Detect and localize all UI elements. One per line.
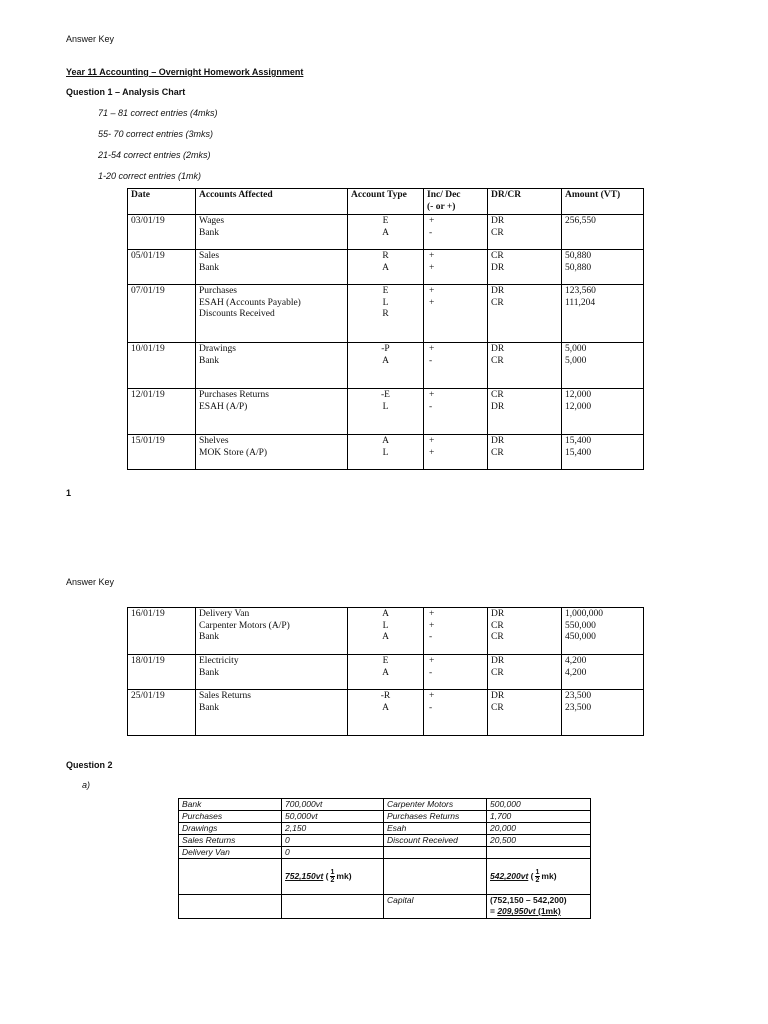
type-cell-line: A [382,667,389,678]
incdec-cell-line: + [429,609,435,619]
chart-row [128,250,644,285]
drcr-cell-line: CR [491,667,504,678]
analysis-chart-table [127,188,644,470]
debit-account: Delivery Van [179,847,282,859]
incdec-cell [424,389,488,435]
accounts-cell [196,435,348,470]
drcr-cell-line: DR [491,216,505,226]
amount-cell-line: 50,880 [565,251,592,261]
accounts-cell-line: Bank [199,355,220,366]
incdec-cell [424,285,488,343]
drcr-cell-line: DR [491,262,505,273]
credit-account: Esah [384,823,487,835]
analysis-chart-table-continued [127,607,644,736]
type-cell-line: A [382,609,389,619]
date-cell: 16/01/19 [128,608,196,655]
accounts-cell-line: ESAH (A/P) [199,401,248,412]
debit-amount: 50,000vt [282,811,384,823]
drcr-cell-line: CR [491,390,504,400]
chart-row [128,215,644,250]
incdec-cell-line: - [429,227,433,238]
date-cell: 07/01/19 [128,285,196,343]
incdec-cell-line: + [429,691,435,701]
drcr-cell-line: CR [491,447,504,458]
type-cell-line: A [382,702,389,713]
credit-account: Discount Received [384,835,487,847]
type-cell-line: -E [381,390,390,400]
type-cell [348,655,424,690]
amount-cell-line: 450,000 [565,632,596,642]
drcr-cell-line: CR [491,227,504,238]
debit-amount: 0 [282,847,384,859]
type-cell-line: R [382,251,389,261]
col-header-amount: Amount (VT) [562,189,644,215]
incdec-cell-line: + [429,297,435,308]
drcr-cell [488,655,562,690]
amount-cell [562,285,644,343]
type-cell-line: A [382,262,389,273]
drcr-cell [488,215,562,250]
col-header-incdec: Inc/ Dec (- or +) [424,189,488,215]
accounts-cell-line: Bank [199,667,220,678]
drcr-cell [488,343,562,389]
incdec-cell-line: + [429,447,435,458]
debit-account: Bank [179,799,282,811]
type-cell-line: A [382,436,389,446]
incdec-cell-line: - [429,632,433,642]
type-cell [348,285,424,343]
credit-amount: 500,000 [487,799,591,811]
type-cell [348,690,424,736]
amount-cell-line: 23,500 [565,691,592,701]
amount-cell [562,343,644,389]
accounts-cell-line: Bank [199,702,220,713]
accounts-cell-line: Sales Returns [199,691,251,701]
empty-cell [282,895,384,919]
drcr-cell-line: DR [491,691,505,701]
incdec-cell-line: - [429,355,433,366]
accounts-cell-line: Electricity [199,656,239,666]
date-cell: 12/01/19 [128,389,196,435]
drcr-cell [488,285,562,343]
type-cell-line: L [382,297,389,308]
drcr-cell-line: CR [491,297,504,308]
col-header-date: Date [128,189,196,215]
type-cell-line: L [382,401,389,412]
trial-balance-row [179,799,591,811]
criteria-item: 55- 70 correct entries (3mks) [98,129,214,139]
empty-cell [179,895,282,919]
amount-cell-line: 256,550 [565,216,596,226]
incdec-cell [424,690,488,736]
drcr-cell-line: CR [491,355,504,366]
accounts-cell-line: ESAH (Accounts Payable) [199,297,301,308]
amount-cell-line: 15,400 [565,436,592,446]
amount-cell-line: 4,200 [565,667,587,678]
document-title: Year 11 Accounting – Overnight Homework Assignment [66,67,304,77]
debit-account: Purchases [179,811,282,823]
question-2-title: Question 2 [66,760,113,770]
drcr-cell [488,389,562,435]
type-cell-line: E [382,286,389,296]
accounts-cell-line: Bank [199,632,220,642]
amount-cell-line: 5,000 [565,344,587,354]
type-cell-line: E [382,216,389,226]
amount-cell [562,389,644,435]
question-1-title: Question 1 – Analysis Chart [66,87,186,97]
chart-row [128,690,644,736]
debit-amount: 2,150 [282,823,384,835]
amount-cell [562,215,644,250]
trial-balance-row [179,847,591,859]
incdec-cell-line: + [429,344,435,354]
chart-row [128,435,644,470]
chart-row [128,655,644,690]
drcr-cell-line: CR [491,702,504,713]
accounts-cell-line: Drawings [199,344,236,354]
incdec-cell-line: + [429,656,435,666]
accounts-cell [196,343,348,389]
date-cell: 05/01/19 [128,250,196,285]
incdec-cell [424,215,488,250]
credit-amount: 20,500 [487,835,591,847]
amount-cell [562,655,644,690]
amount-cell [562,250,644,285]
type-cell-line: L [382,447,389,458]
incdec-cell [424,250,488,285]
incdec-cell-line: + [429,436,435,446]
incdec-cell [424,608,488,655]
accounts-cell-line: Sales [199,251,220,261]
type-cell-line: A [382,632,389,642]
type-cell-line: A [382,355,389,366]
amount-cell-line: 550,000 [565,620,596,631]
amount-cell-line: 15,400 [565,447,592,458]
amount-cell-line: 123,560 [565,286,596,296]
accounts-cell [196,285,348,343]
drcr-cell-line: DR [491,344,505,354]
page-number: 1 [66,488,72,498]
col-header-drcr: DR/CR [488,189,562,215]
accounts-cell-line: Purchases [199,286,237,296]
amount-cell [562,690,644,736]
debit-account: Sales Returns [179,835,282,847]
accounts-cell [196,655,348,690]
type-cell [348,343,424,389]
total-right: 542,200vt ( $\frac{1}{2}$ mk) [487,859,591,895]
amount-cell-line: 12,000 [565,401,592,412]
drcr-cell [488,608,562,655]
amount-cell-line: 1,000,000 [565,609,603,619]
accounts-cell-line: Bank [199,227,220,238]
type-cell-line: L [382,620,389,631]
accounts-cell [196,215,348,250]
amount-cell-line: 12,000 [565,390,592,400]
chart-row [128,608,644,655]
date-cell: 15/01/19 [128,435,196,470]
amount-cell-line: 4,200 [565,656,587,666]
credit-account [384,847,487,859]
accounts-cell-line: Bank [199,262,220,273]
criteria-item: 71 – 81 correct entries (4mks) [98,108,218,118]
credit-account: Purchases Returns [384,811,487,823]
incdec-cell-line: + [429,262,435,273]
accounts-cell-line: Carpenter Motors (A/P) [199,620,290,631]
trial-balance-row [179,811,591,823]
debit-amount: 700,000vt [282,799,384,811]
type-cell [348,389,424,435]
incdec-cell-line: - [429,702,433,713]
chart-row [128,285,644,343]
accounts-cell-line: Discounts Received [199,309,275,319]
page-header: Answer Key [66,577,115,587]
drcr-cell [488,690,562,736]
amount-cell-line: 111,204 [565,297,596,308]
drcr-cell-line: DR [491,609,505,619]
drcr-cell [488,435,562,470]
date-cell: 18/01/19 [128,655,196,690]
debit-account: Drawings [179,823,282,835]
date-cell: 03/01/19 [128,215,196,250]
page-header: Answer Key [66,34,115,44]
accounts-cell [196,690,348,736]
col-header-accounts: Accounts Affected [196,189,348,215]
chart-row [128,343,644,389]
type-cell-line: R [382,309,389,319]
chart-row [128,389,644,435]
date-cell: 10/01/19 [128,343,196,389]
type-cell [348,608,424,655]
incdec-cell [424,435,488,470]
amount-cell-line: 23,500 [565,702,592,713]
drcr-cell-line: DR [491,401,505,412]
capital-calculation: (752,150 – 542,200) = 209,950vt (1mk) [487,895,591,919]
credit-amount [487,847,591,859]
credit-amount: 1,700 [487,811,591,823]
incdec-cell-line: + [429,251,435,261]
total-left: 752,150vt ( $\frac{1}{2}$ mk) [282,859,384,895]
incdec-cell-line: + [429,286,435,296]
incdec-cell-line: - [429,667,433,678]
drcr-cell-line: CR [491,620,504,631]
incdec-cell-line: + [429,216,435,226]
type-cell [348,215,424,250]
trial-balance-row [179,835,591,847]
type-cell-line: A [382,227,389,238]
empty-cell [384,859,487,895]
accounts-cell-line: Delivery Van [199,609,250,619]
amount-cell-line: 5,000 [565,355,587,366]
trial-balance-table [178,798,591,919]
drcr-cell [488,250,562,285]
accounts-cell-line: Shelves [199,436,229,446]
incdec-cell [424,655,488,690]
question-2-part: a) [82,780,91,790]
accounts-cell-line: Purchases Returns [199,390,269,400]
drcr-cell-line: DR [491,656,505,666]
empty-cell [179,859,282,895]
accounts-cell [196,608,348,655]
accounts-cell [196,389,348,435]
type-cell-line: E [382,656,389,666]
date-cell: 25/01/19 [128,690,196,736]
drcr-cell-line: DR [491,286,505,296]
accounts-cell [196,250,348,285]
type-cell [348,250,424,285]
amount-cell-line: 50,880 [565,262,592,273]
accounts-cell-line: MOK Store (A/P) [199,447,268,458]
criteria-item: 21-54 correct entries (2mks) [98,150,211,160]
incdec-cell [424,343,488,389]
incdec-cell-line: - [429,401,433,412]
credit-amount: 20,000 [487,823,591,835]
type-cell-line: -P [381,344,390,354]
type-cell [348,435,424,470]
drcr-cell-line: CR [491,632,504,642]
accounts-cell-line: Wages [199,216,225,226]
type-cell-line: -R [380,691,391,701]
debit-amount: 0 [282,835,384,847]
amount-cell [562,608,644,655]
credit-account: Carpenter Motors [384,799,487,811]
drcr-cell-line: CR [491,251,504,261]
trial-balance-row [179,823,591,835]
criteria-item: 1-20 correct entries (1mk) [98,171,202,181]
drcr-cell-line: DR [491,436,505,446]
amount-cell [562,435,644,470]
capital-label: Capital [384,895,487,919]
incdec-cell-line: + [429,620,435,631]
incdec-cell-line: + [429,390,435,400]
col-header-type: Account Type [348,189,424,215]
